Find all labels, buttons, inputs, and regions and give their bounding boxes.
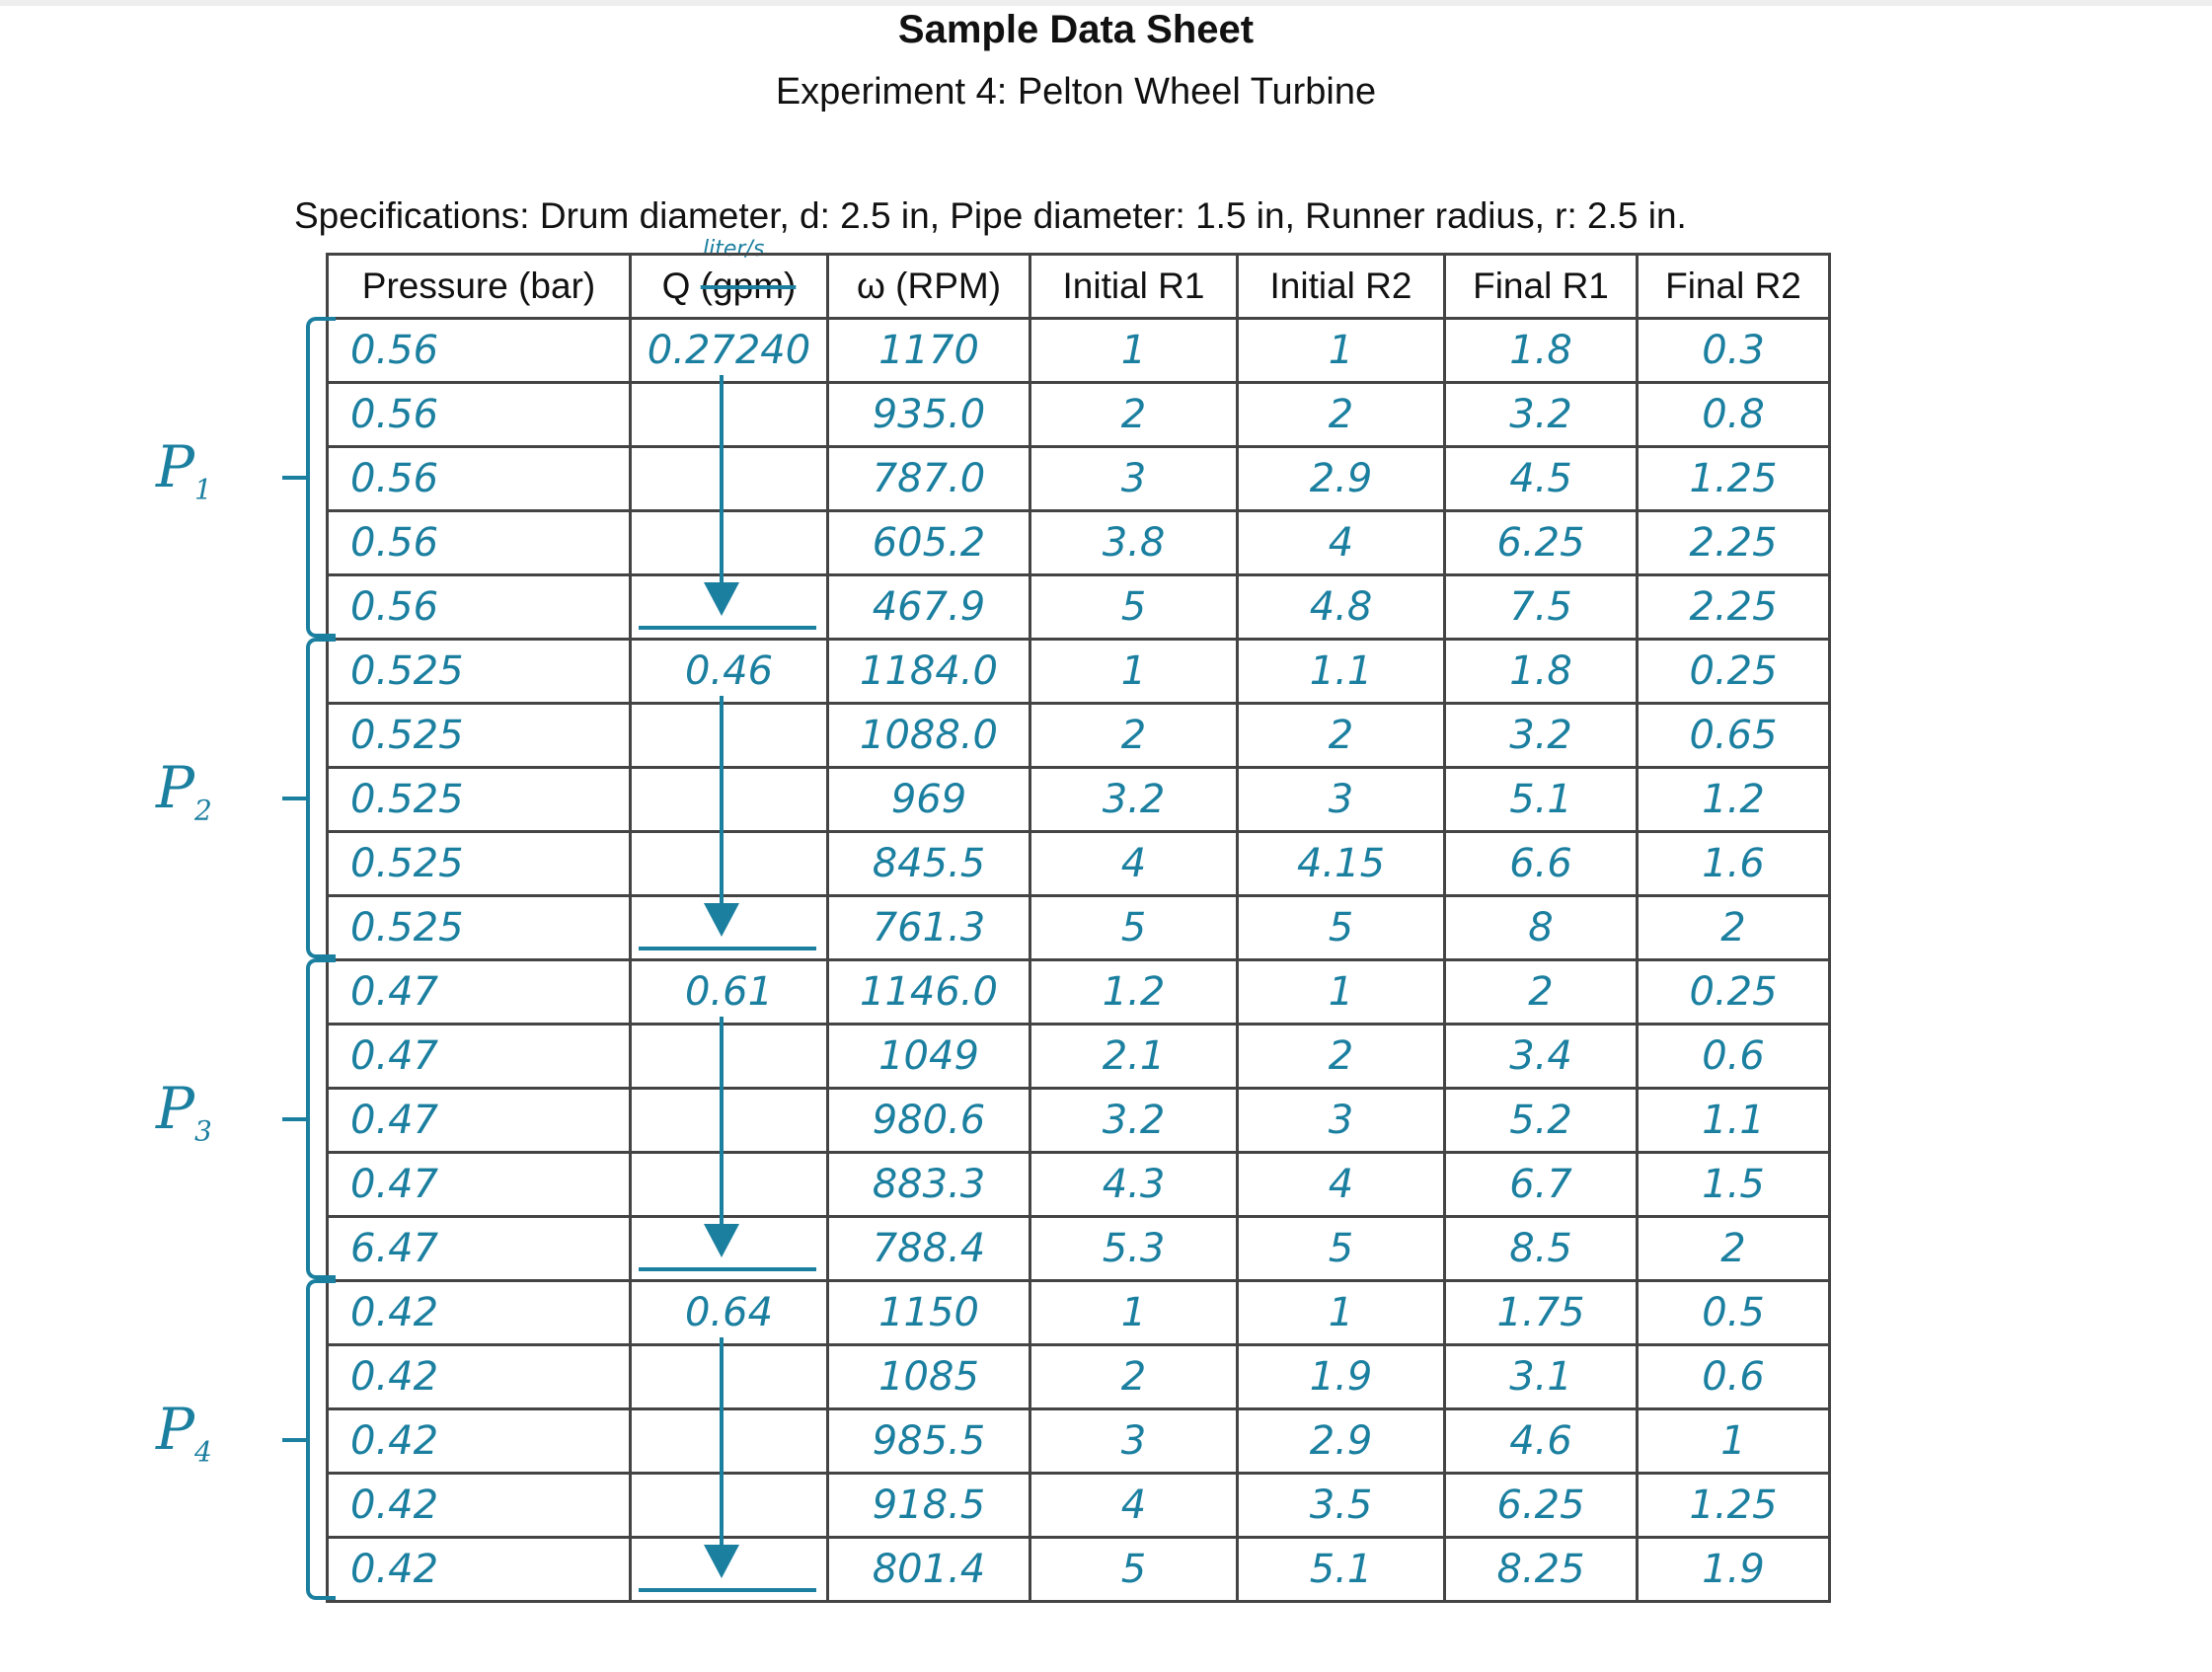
cell-final-r2: 1 bbox=[1638, 1409, 1830, 1474]
cell-final-r1: 6.7 bbox=[1445, 1153, 1638, 1217]
bracket-line bbox=[306, 1279, 336, 1600]
specifications-line: Specifications: Drum diameter, d: 2.5 in, Pipe diameter: 1.5 in, Runner radius, r: 2.5 in. bbox=[294, 195, 1687, 236]
cell-initial-r2: 1.9 bbox=[1238, 1345, 1445, 1409]
cell-initial-r2: 2 bbox=[1238, 1025, 1445, 1089]
cell-final-r2: 0.25 bbox=[1638, 960, 1830, 1025]
cell-pressure: 0.525 bbox=[328, 704, 631, 768]
cell-omega: 918.5 bbox=[828, 1474, 1030, 1538]
cell-pressure: 0.56 bbox=[328, 511, 631, 575]
header-final-r1: Final R1 bbox=[1445, 255, 1638, 319]
cell-final-r2: 0.6 bbox=[1638, 1025, 1830, 1089]
cell-final-r2: 0.8 bbox=[1638, 383, 1830, 447]
q-constant-arrow-head bbox=[704, 1545, 739, 1578]
cell-pressure: 0.56 bbox=[328, 383, 631, 447]
cell-initial-r1: 2 bbox=[1030, 704, 1238, 768]
cell-q bbox=[631, 1153, 828, 1217]
cell-initial-r1: 1 bbox=[1030, 319, 1238, 383]
header-omega: ω (RPM) bbox=[828, 255, 1030, 319]
cell-omega: 1088.0 bbox=[828, 704, 1030, 768]
pressure-group-letter: P bbox=[156, 1074, 195, 1142]
sheet-title: Sample Data Sheet bbox=[897, 8, 1255, 51]
cell-omega: 1170 bbox=[828, 319, 1030, 383]
pressure-group-index: 3 bbox=[194, 1114, 212, 1148]
cell-omega: 845.5 bbox=[828, 832, 1030, 896]
table-row bbox=[328, 511, 1830, 575]
cell-pressure: 0.56 bbox=[328, 319, 631, 383]
header-q-struck-unit: (gpm) bbox=[700, 266, 797, 306]
cell-omega: 980.6 bbox=[828, 1089, 1030, 1153]
table-row bbox=[328, 1025, 1830, 1089]
cell-final-r1: 4.5 bbox=[1445, 447, 1638, 511]
cell-final-r2: 0.25 bbox=[1638, 640, 1830, 704]
cell-initial-r2: 3 bbox=[1238, 1089, 1445, 1153]
cell-initial-r1: 2.1 bbox=[1030, 1025, 1238, 1089]
cell-initial-r2: 5 bbox=[1238, 896, 1445, 960]
cell-initial-r1: 5 bbox=[1030, 1538, 1238, 1602]
table-row bbox=[328, 768, 1830, 832]
cell-omega: 1184.0 bbox=[828, 640, 1030, 704]
cell-pressure: 0.56 bbox=[328, 447, 631, 511]
table-row bbox=[328, 1281, 1830, 1345]
table-row bbox=[328, 447, 1830, 511]
cell-final-r2: 2.25 bbox=[1638, 511, 1830, 575]
cell-pressure: 0.47 bbox=[328, 1089, 631, 1153]
cell-final-r2: 0.6 bbox=[1638, 1345, 1830, 1409]
q-constant-arrow-head bbox=[704, 1224, 739, 1257]
bracket-line bbox=[306, 958, 336, 1279]
pressure-group-bracket bbox=[148, 958, 336, 1279]
table-row bbox=[328, 1089, 1830, 1153]
cell-final-r2: 0.3 bbox=[1638, 319, 1830, 383]
cell-q bbox=[631, 1345, 828, 1409]
cell-pressure: 0.47 bbox=[328, 1153, 631, 1217]
cell-final-r2: 2 bbox=[1638, 896, 1830, 960]
cell-pressure: 0.525 bbox=[328, 832, 631, 896]
q-unit-annotation: liter/s bbox=[703, 237, 765, 262]
table-row bbox=[328, 640, 1830, 704]
cell-final-r1: 3.1 bbox=[1445, 1345, 1638, 1409]
bracket-tick bbox=[282, 476, 308, 480]
cell-omega: 883.3 bbox=[828, 1153, 1030, 1217]
q-constant-arrow-line bbox=[720, 1017, 724, 1228]
q-constant-arrow-line bbox=[720, 375, 724, 586]
cell-final-r2: 2.25 bbox=[1638, 575, 1830, 640]
bracket-tick bbox=[282, 1117, 308, 1121]
cell-initial-r2: 3.5 bbox=[1238, 1474, 1445, 1538]
cell-initial-r2: 4.8 bbox=[1238, 575, 1445, 640]
pressure-group-bracket bbox=[148, 1279, 336, 1600]
cell-pressure: 0.47 bbox=[328, 960, 631, 1025]
cell-initial-r2: 1 bbox=[1238, 1281, 1445, 1345]
cell-initial-r1: 3.8 bbox=[1030, 511, 1238, 575]
table-row bbox=[328, 1409, 1830, 1474]
cell-final-r1: 8.5 bbox=[1445, 1217, 1638, 1281]
cell-omega: 605.2 bbox=[828, 511, 1030, 575]
cell-initial-r1: 3.2 bbox=[1030, 1089, 1238, 1153]
cell-final-r2: 1.25 bbox=[1638, 1474, 1830, 1538]
cell-q bbox=[631, 1409, 828, 1474]
cell-initial-r2: 5 bbox=[1238, 1217, 1445, 1281]
cell-q bbox=[631, 511, 828, 575]
q-constant-arrow-head bbox=[704, 903, 739, 937]
cell-omega: 1146.0 bbox=[828, 960, 1030, 1025]
cell-initial-r1: 2 bbox=[1030, 1345, 1238, 1409]
q-constant-arrow-head bbox=[704, 582, 739, 616]
cell-pressure: 0.525 bbox=[328, 640, 631, 704]
table-header-row bbox=[328, 255, 1830, 319]
pressure-group-label bbox=[156, 433, 212, 506]
pressure-group-label bbox=[156, 1075, 212, 1148]
cell-omega: 1049 bbox=[828, 1025, 1030, 1089]
table-row bbox=[328, 832, 1830, 896]
cell-final-r1: 8 bbox=[1445, 896, 1638, 960]
header-final-r2: Final R2 bbox=[1638, 255, 1830, 319]
q-constant-arrow-line bbox=[720, 1337, 724, 1549]
table-row bbox=[328, 575, 1830, 640]
cell-final-r1: 6.6 bbox=[1445, 832, 1638, 896]
table-row bbox=[328, 704, 1830, 768]
header-q bbox=[631, 255, 828, 319]
cell-initial-r2: 2.9 bbox=[1238, 447, 1445, 511]
cell-initial-r1: 1 bbox=[1030, 640, 1238, 704]
cell-initial-r2: 4 bbox=[1238, 1153, 1445, 1217]
cell-final-r2: 1.6 bbox=[1638, 832, 1830, 896]
q-constant-arrow-line bbox=[720, 696, 724, 907]
data-table bbox=[326, 253, 1831, 1603]
cell-initial-r1: 3 bbox=[1030, 447, 1238, 511]
table-row bbox=[328, 1345, 1830, 1409]
cell-q bbox=[631, 1025, 828, 1089]
cell-pressure: 0.525 bbox=[328, 896, 631, 960]
cell-final-r1: 4.6 bbox=[1445, 1409, 1638, 1474]
cell-omega: 788.4 bbox=[828, 1217, 1030, 1281]
table-row bbox=[328, 960, 1830, 1025]
table-row bbox=[328, 1474, 1830, 1538]
pressure-group-letter: P bbox=[156, 432, 195, 500]
pressure-group-bracket bbox=[148, 638, 336, 958]
cell-initial-r1: 1 bbox=[1030, 1281, 1238, 1345]
cell-pressure: 0.42 bbox=[328, 1409, 631, 1474]
q-group-separator-stroke bbox=[639, 1588, 816, 1592]
cell-initial-r2: 1.1 bbox=[1238, 640, 1445, 704]
pressure-group-letter: P bbox=[156, 1395, 195, 1463]
cell-final-r1: 5.1 bbox=[1445, 768, 1638, 832]
cell-final-r1: 1.75 bbox=[1445, 1281, 1638, 1345]
cell-final-r2: 1.25 bbox=[1638, 447, 1830, 511]
cell-q bbox=[631, 383, 828, 447]
cell-pressure: 0.42 bbox=[328, 1538, 631, 1602]
cell-final-r2: 0.65 bbox=[1638, 704, 1830, 768]
cell-omega: 761.3 bbox=[828, 896, 1030, 960]
header-q-prefix: Q bbox=[661, 266, 691, 306]
cell-initial-r1: 4 bbox=[1030, 832, 1238, 896]
cell-initial-r1: 5.3 bbox=[1030, 1217, 1238, 1281]
cell-omega: 985.5 bbox=[828, 1409, 1030, 1474]
cell-initial-r1: 2 bbox=[1030, 383, 1238, 447]
pressure-group-letter: P bbox=[156, 753, 195, 821]
cell-q: 0.27240 bbox=[631, 319, 828, 383]
table-row bbox=[328, 1153, 1830, 1217]
cell-q bbox=[631, 832, 828, 896]
cell-final-r1: 3.2 bbox=[1445, 704, 1638, 768]
q-group-separator-stroke bbox=[639, 947, 816, 950]
cell-pressure: 0.42 bbox=[328, 1281, 631, 1345]
cell-q bbox=[631, 1474, 828, 1538]
cell-final-r2: 2 bbox=[1638, 1217, 1830, 1281]
cell-pressure: 0.47 bbox=[328, 1025, 631, 1089]
cell-initial-r2: 1 bbox=[1238, 319, 1445, 383]
pressure-group-label bbox=[156, 1396, 212, 1469]
cell-omega: 969 bbox=[828, 768, 1030, 832]
cell-omega: 467.9 bbox=[828, 575, 1030, 640]
cell-initial-r1: 4 bbox=[1030, 1474, 1238, 1538]
cell-initial-r2: 3 bbox=[1238, 768, 1445, 832]
cell-omega: 935.0 bbox=[828, 383, 1030, 447]
cell-q bbox=[631, 447, 828, 511]
pressure-group-bracket bbox=[148, 317, 336, 638]
top-border-strip bbox=[0, 0, 2212, 6]
cell-final-r1: 6.25 bbox=[1445, 1474, 1638, 1538]
cell-q bbox=[631, 768, 828, 832]
cell-pressure: 0.42 bbox=[328, 1474, 631, 1538]
cell-q bbox=[631, 704, 828, 768]
table-row bbox=[328, 896, 1830, 960]
header-initial-r2: Initial R2 bbox=[1238, 255, 1445, 319]
cell-initial-r2: 4 bbox=[1238, 511, 1445, 575]
cell-omega: 801.4 bbox=[828, 1538, 1030, 1602]
cell-final-r2: 0.5 bbox=[1638, 1281, 1830, 1345]
header-pressure: Pressure (bar) bbox=[328, 255, 631, 319]
bracket-line bbox=[306, 317, 336, 638]
cell-final-r2: 1.5 bbox=[1638, 1153, 1830, 1217]
pressure-group-index: 2 bbox=[194, 794, 212, 827]
cell-omega: 1085 bbox=[828, 1345, 1030, 1409]
q-group-separator-stroke bbox=[639, 626, 816, 630]
cell-omega: 1150 bbox=[828, 1281, 1030, 1345]
cell-initial-r1: 5 bbox=[1030, 896, 1238, 960]
table-row bbox=[328, 383, 1830, 447]
pressure-group-label bbox=[156, 754, 212, 827]
cell-q: 0.46 bbox=[631, 640, 828, 704]
cell-final-r2: 1.1 bbox=[1638, 1089, 1830, 1153]
table-body bbox=[328, 319, 1830, 1602]
cell-final-r1: 2 bbox=[1445, 960, 1638, 1025]
cell-final-r1: 3.4 bbox=[1445, 1025, 1638, 1089]
table-row bbox=[328, 1217, 1830, 1281]
cell-omega: 787.0 bbox=[828, 447, 1030, 511]
cell-final-r1: 7.5 bbox=[1445, 575, 1638, 640]
cell-final-r1: 8.25 bbox=[1445, 1538, 1638, 1602]
cell-pressure: 6.47 bbox=[328, 1217, 631, 1281]
table-row bbox=[328, 1538, 1830, 1602]
cell-initial-r1: 4.3 bbox=[1030, 1153, 1238, 1217]
cell-initial-r2: 2 bbox=[1238, 704, 1445, 768]
bracket-tick bbox=[282, 797, 308, 800]
cell-final-r1: 1.8 bbox=[1445, 319, 1638, 383]
cell-q: 0.64 bbox=[631, 1281, 828, 1345]
header-initial-r1: Initial R1 bbox=[1030, 255, 1238, 319]
pressure-group-index: 4 bbox=[194, 1435, 212, 1469]
sheet-subtitle: Experiment 4: Pelton Wheel Turbine bbox=[775, 71, 1377, 113]
cell-initial-r2: 1 bbox=[1238, 960, 1445, 1025]
cell-initial-r2: 2 bbox=[1238, 383, 1445, 447]
cell-final-r1: 3.2 bbox=[1445, 383, 1638, 447]
cell-q bbox=[631, 1089, 828, 1153]
cell-initial-r1: 5 bbox=[1030, 575, 1238, 640]
cell-final-r2: 1.9 bbox=[1638, 1538, 1830, 1602]
cell-initial-r2: 2.9 bbox=[1238, 1409, 1445, 1474]
cell-initial-r1: 3 bbox=[1030, 1409, 1238, 1474]
bracket-line bbox=[306, 638, 336, 958]
cell-final-r1: 5.2 bbox=[1445, 1089, 1638, 1153]
bracket-tick bbox=[282, 1438, 308, 1442]
cell-final-r2: 1.2 bbox=[1638, 768, 1830, 832]
q-group-separator-stroke bbox=[639, 1267, 816, 1271]
table-row bbox=[328, 319, 1830, 383]
cell-initial-r2: 4.15 bbox=[1238, 832, 1445, 896]
cell-initial-r1: 3.2 bbox=[1030, 768, 1238, 832]
cell-pressure: 0.42 bbox=[328, 1345, 631, 1409]
pressure-group-index: 1 bbox=[194, 473, 212, 506]
cell-final-r1: 1.8 bbox=[1445, 640, 1638, 704]
cell-final-r1: 6.25 bbox=[1445, 511, 1638, 575]
cell-q: 0.61 bbox=[631, 960, 828, 1025]
cell-initial-r2: 5.1 bbox=[1238, 1538, 1445, 1602]
cell-initial-r1: 1.2 bbox=[1030, 960, 1238, 1025]
cell-pressure: 0.56 bbox=[328, 575, 631, 640]
cell-pressure: 0.525 bbox=[328, 768, 631, 832]
